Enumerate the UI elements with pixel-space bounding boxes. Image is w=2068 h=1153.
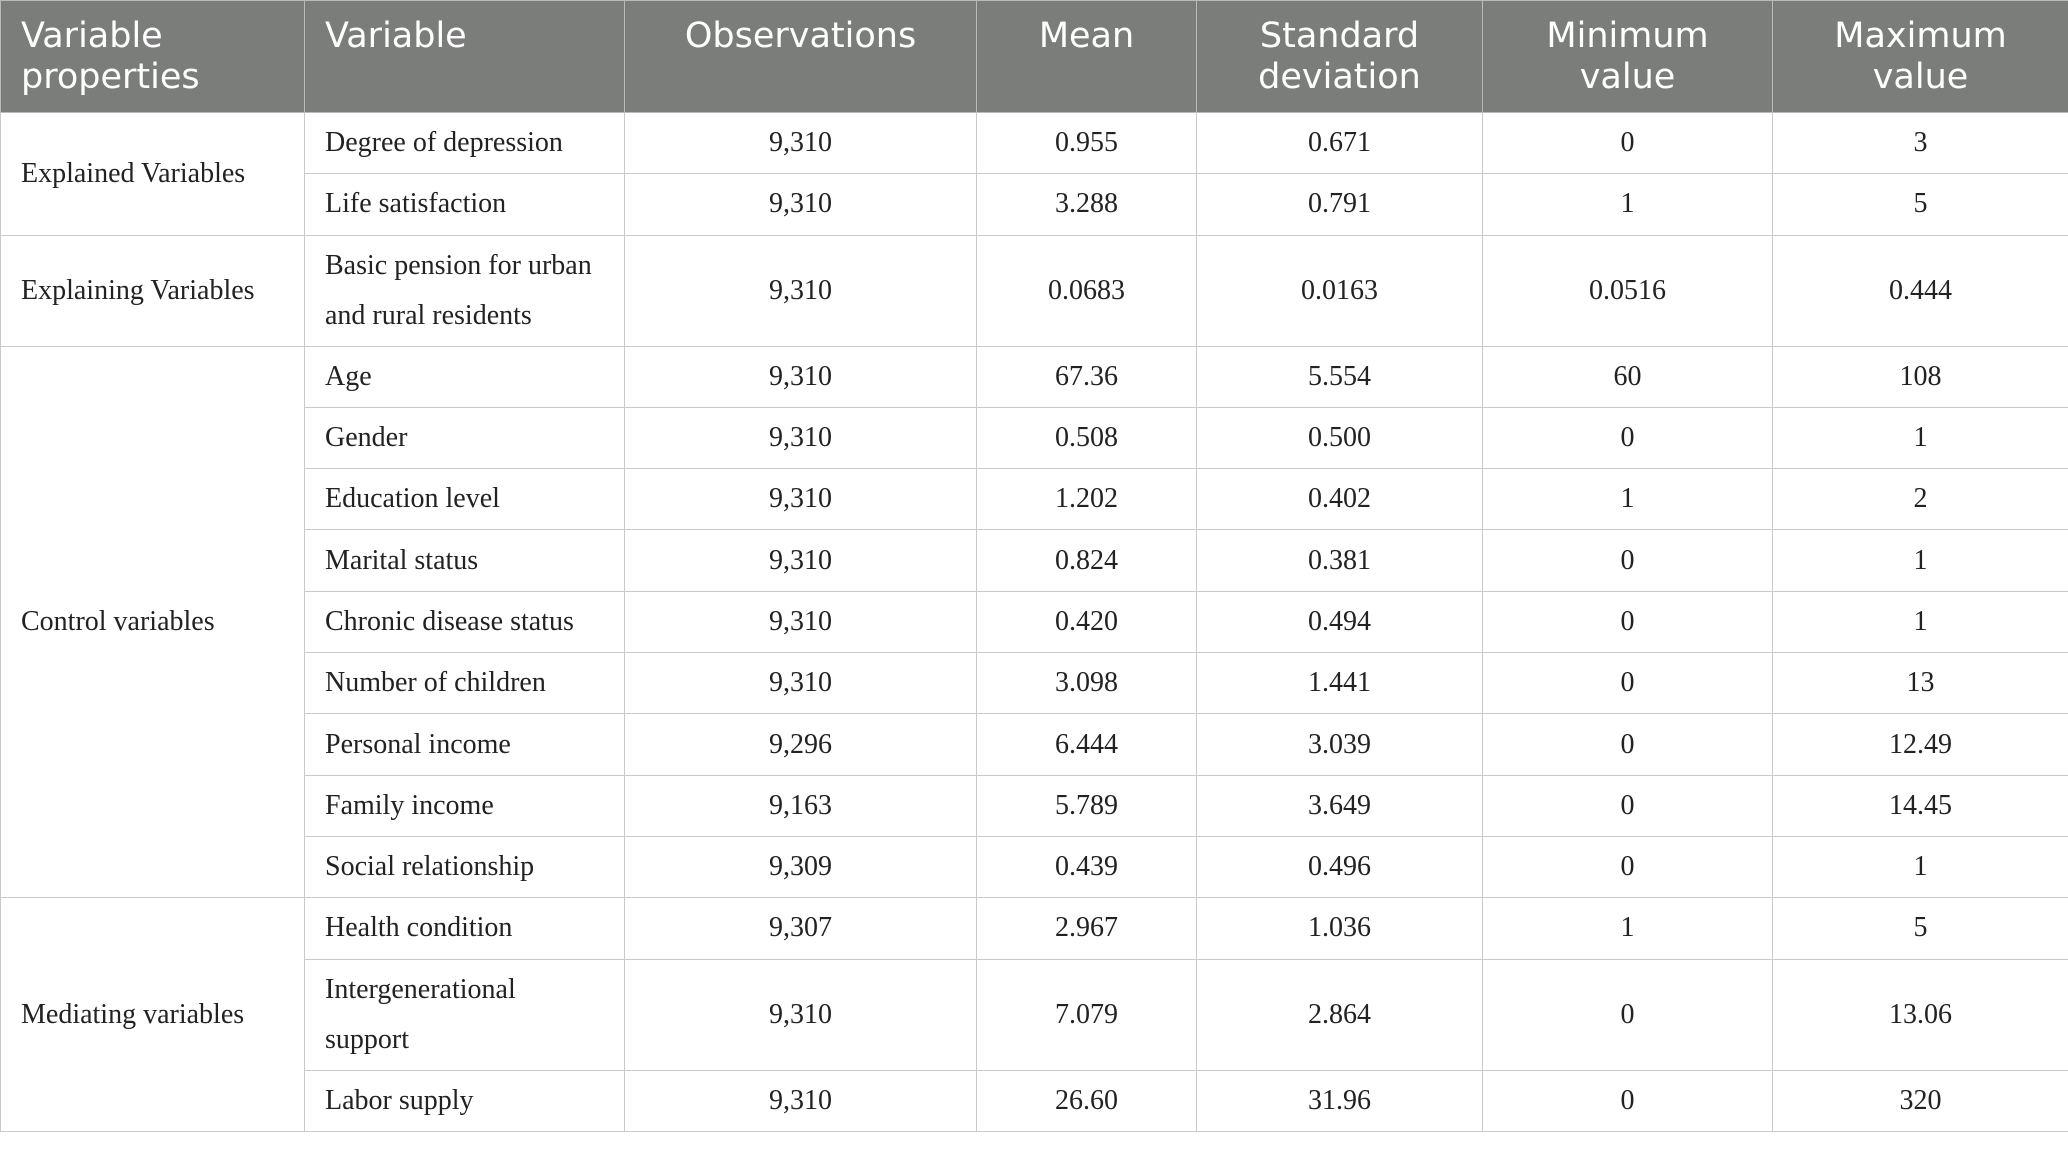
cell-mean: 0.508	[977, 407, 1197, 468]
table-row	[1, 407, 2068, 468]
cell-observations: 9,163	[625, 775, 977, 836]
cell-min: 60	[1483, 346, 1773, 407]
cell-mean: 2.967	[977, 898, 1197, 959]
table-body	[1, 113, 2068, 1132]
table-row	[1, 113, 2068, 174]
cell-variable: Labor supply	[305, 1070, 625, 1131]
table-row	[1, 591, 2068, 652]
cell-observations: 9,307	[625, 898, 977, 959]
header-minimum-value: Minimum value	[1483, 1, 1773, 113]
cell-max: 0.444	[1773, 235, 2068, 346]
cell-mean: 6.444	[977, 714, 1197, 775]
cell-observations: 9,310	[625, 959, 977, 1070]
cell-mean: 0.955	[977, 113, 1197, 174]
cell-min: 1	[1483, 469, 1773, 530]
cell-mean: 5.789	[977, 775, 1197, 836]
cell-mean: 7.079	[977, 959, 1197, 1070]
cell-mean: 67.36	[977, 346, 1197, 407]
cell-observations: 9,310	[625, 407, 977, 468]
table-row	[1, 898, 2068, 959]
cell-min: 0	[1483, 775, 1773, 836]
cell-mean: 26.60	[977, 1070, 1197, 1131]
header-variable: Variable	[305, 1, 625, 113]
cell-observations: 9,310	[625, 591, 977, 652]
header-variable-properties: Variable properties	[1, 1, 305, 113]
cell-observations: 9,310	[625, 653, 977, 714]
group-control-variables: Control variables	[1, 346, 305, 898]
cell-max: 13	[1773, 653, 2068, 714]
cell-variable: Health condition	[305, 898, 625, 959]
cell-observations: 9,310	[625, 1070, 977, 1131]
cell-observations: 9,309	[625, 836, 977, 897]
cell-min: 0.0516	[1483, 235, 1773, 346]
cell-min: 0	[1483, 653, 1773, 714]
cell-max: 3	[1773, 113, 2068, 174]
cell-max: 1	[1773, 836, 2068, 897]
cell-max: 1	[1773, 530, 2068, 591]
table-row	[1, 346, 2068, 407]
cell-min: 1	[1483, 898, 1773, 959]
table-row	[1, 714, 2068, 775]
cell-sd: 0.500	[1197, 407, 1483, 468]
cell-min: 1	[1483, 174, 1773, 235]
cell-max: 13.06	[1773, 959, 2068, 1070]
cell-observations: 9,296	[625, 714, 977, 775]
cell-sd: 0.494	[1197, 591, 1483, 652]
cell-max: 320	[1773, 1070, 2068, 1131]
cell-variable: Family income	[305, 775, 625, 836]
cell-variable: Marital status	[305, 530, 625, 591]
header-maximum-value: Maximum value	[1773, 1, 2068, 113]
header-standard-deviation: Standard deviation	[1197, 1, 1483, 113]
cell-mean: 1.202	[977, 469, 1197, 530]
table-row	[1, 235, 2068, 346]
cell-variable: Social relationship	[305, 836, 625, 897]
cell-sd: 1.036	[1197, 898, 1483, 959]
cell-observations: 9,310	[625, 113, 977, 174]
group-explaining-variables: Explaining Variables	[1, 235, 305, 346]
cell-max: 1	[1773, 407, 2068, 468]
table-row	[1, 1070, 2068, 1131]
table-row	[1, 174, 2068, 235]
cell-variable: Chronic disease status	[305, 591, 625, 652]
cell-min: 0	[1483, 959, 1773, 1070]
cell-min: 0	[1483, 1070, 1773, 1131]
cell-variable: Number of children	[305, 653, 625, 714]
table-row	[1, 653, 2068, 714]
cell-variable: Life satisfaction	[305, 174, 625, 235]
table-row	[1, 775, 2068, 836]
cell-min: 0	[1483, 591, 1773, 652]
cell-sd: 5.554	[1197, 346, 1483, 407]
cell-max: 2	[1773, 469, 2068, 530]
cell-mean: 0.439	[977, 836, 1197, 897]
cell-max: 108	[1773, 346, 2068, 407]
cell-sd: 1.441	[1197, 653, 1483, 714]
cell-sd: 3.039	[1197, 714, 1483, 775]
cell-variable: Education level	[305, 469, 625, 530]
cell-observations: 9,310	[625, 235, 977, 346]
cell-sd: 0.381	[1197, 530, 1483, 591]
table-row	[1, 836, 2068, 897]
cell-min: 0	[1483, 714, 1773, 775]
cell-observations: 9,310	[625, 469, 977, 530]
cell-max: 5	[1773, 898, 2068, 959]
group-explained-variables: Explained Variables	[1, 113, 305, 236]
cell-variable: Personal income	[305, 714, 625, 775]
cell-min: 0	[1483, 113, 1773, 174]
cell-mean: 0.420	[977, 591, 1197, 652]
table-header	[1, 1, 2068, 113]
cell-observations: 9,310	[625, 346, 977, 407]
cell-variable: Basic pension for urban and rural residents	[305, 235, 625, 346]
cell-observations: 9,310	[625, 174, 977, 235]
cell-min: 0	[1483, 407, 1773, 468]
group-mediating-variables: Mediating variables	[1, 898, 305, 1132]
cell-min: 0	[1483, 530, 1773, 591]
cell-observations: 9,310	[625, 530, 977, 591]
header-row	[1, 1, 2068, 113]
cell-variable: Gender	[305, 407, 625, 468]
header-observations: Observations	[625, 1, 977, 113]
table-row	[1, 469, 2068, 530]
cell-max: 5	[1773, 174, 2068, 235]
cell-mean: 0.0683	[977, 235, 1197, 346]
cell-sd: 0.791	[1197, 174, 1483, 235]
cell-min: 0	[1483, 836, 1773, 897]
table-row	[1, 959, 2068, 1070]
table-row	[1, 530, 2068, 591]
cell-sd: 0.496	[1197, 836, 1483, 897]
cell-mean: 3.098	[977, 653, 1197, 714]
cell-mean: 3.288	[977, 174, 1197, 235]
cell-sd: 0.0163	[1197, 235, 1483, 346]
cell-max: 14.45	[1773, 775, 2068, 836]
cell-variable: Degree of depression	[305, 113, 625, 174]
cell-sd: 3.649	[1197, 775, 1483, 836]
cell-variable: Age	[305, 346, 625, 407]
cell-sd: 2.864	[1197, 959, 1483, 1070]
cell-max: 1	[1773, 591, 2068, 652]
cell-max: 12.49	[1773, 714, 2068, 775]
cell-variable: Intergenerational support	[305, 959, 625, 1070]
cell-sd: 31.96	[1197, 1070, 1483, 1131]
cell-sd: 0.671	[1197, 113, 1483, 174]
cell-mean: 0.824	[977, 530, 1197, 591]
header-mean: Mean	[977, 1, 1197, 113]
cell-sd: 0.402	[1197, 469, 1483, 530]
